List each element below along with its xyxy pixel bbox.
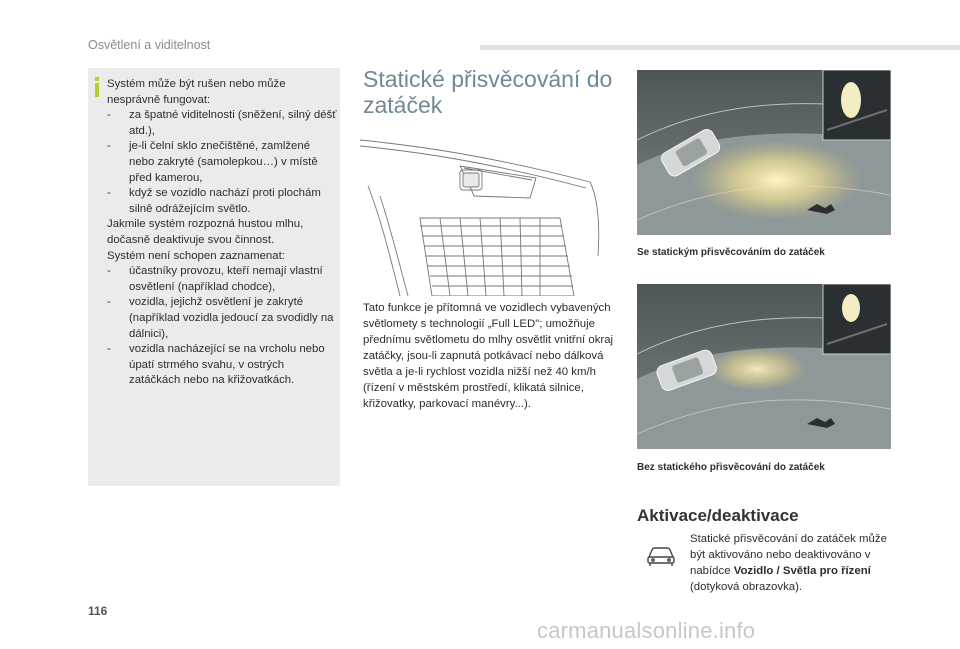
section-title: Statické přisvěcování do zatáček (363, 66, 613, 118)
list-item (107, 342, 337, 389)
caption-with: Se statickým přisvěcováním do zatáček (637, 247, 825, 258)
list-item (107, 295, 337, 342)
list-dash: - (107, 296, 111, 309)
info-paragraph: Systém může být rušen nebo může nesprávně fungovat: (107, 78, 286, 106)
caption-without: Bez statického přisvěcování do zatáček (637, 462, 825, 473)
header-bar (480, 45, 960, 50)
header-title: Osvětlení a viditelnost (88, 38, 211, 52)
activation-text: Statické přisvěcování do zatáček může být aktivováno nebo deaktivováno v nabídce Vozidlo / Světla pro řízení (dotyková obrazovka). (690, 533, 887, 593)
list-item-text: když se vozidlo nachází proti plochám silně odrážejícím světlo. (129, 187, 321, 215)
photo-with-cornering-light (637, 70, 891, 235)
list-dash: - (107, 343, 111, 356)
list-item (107, 264, 337, 295)
list-dash: - (107, 109, 111, 122)
list-dash: - (107, 140, 111, 153)
section-body: Tato funkce je přítomná ve vozidlech vybavených světlomety s technologií „Full LED"; umožňuje přednímu světlometu do mlhy osvětlit vnitřní okraj zatáčky, jsou-li zapnutá potkávací nebo dálková světla a je-li rychlost vozidla nižší než 40 km/h (řízení v městském prostředí, klikatá silnice, křižovatky, parkovací manévry...). (363, 302, 614, 410)
menu-path: Vozidlo / Světla pro řízení (733, 565, 871, 577)
list-item-text: je-li čelní sklo znečištěné, zamlžené nebo zakryté (samolepkou…) v místě před kamerou, (129, 140, 318, 184)
list-item-text: účastníky provozu, kteří nemají vlastní osvětlení (například chodce), (129, 265, 323, 293)
headlight-illustration (360, 126, 610, 296)
list-dash: - (107, 265, 111, 278)
list-item-text: za špatné viditelnosti (sněžení, silný déšť atd.), (129, 109, 337, 137)
list-dash: - (107, 187, 111, 200)
info-icon (95, 77, 99, 97)
info-text (107, 77, 337, 389)
photo-without-cornering-light (637, 284, 891, 449)
list-item (107, 108, 337, 139)
list-item-text: vozidla, jejichž osvětlení je zakryté (například vozidla jedoucí za svodidly na dálnici), (129, 296, 334, 340)
info-paragraph: Systém není schopen zaznamenat: (107, 249, 285, 262)
list-item (107, 139, 337, 186)
activation-title: Aktivace/deaktivace (637, 506, 799, 525)
list-item-text: vozidla nacházející se na vrcholu nebo úpatí strmého svahu, v ostrých zatáčkách nebo na křižovatkách. (129, 343, 325, 387)
page-number: 116 (88, 604, 108, 618)
list-item (107, 186, 337, 217)
info-paragraph: Jakmile systém rozpozná hustou mlhu, dočasně deaktivuje svou činnost. (107, 218, 304, 246)
watermark: carmanualsonline.info (537, 618, 756, 643)
car-icon (646, 545, 676, 567)
